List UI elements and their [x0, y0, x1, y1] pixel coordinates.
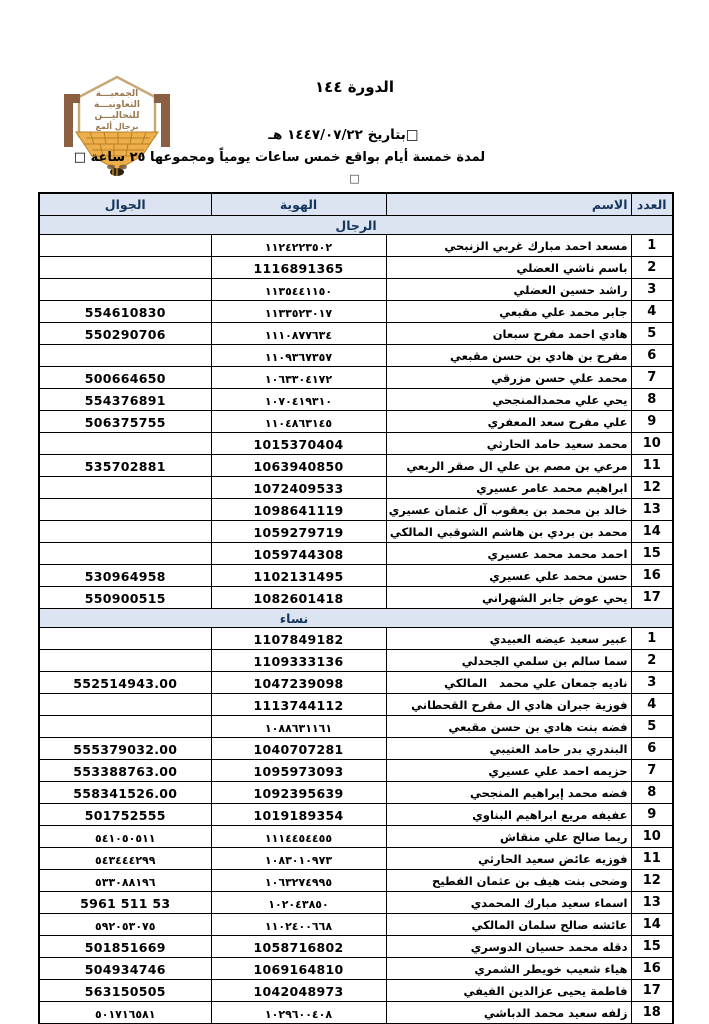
count-cell: 4	[631, 694, 673, 716]
western-numeral-value: 1047239098	[253, 676, 344, 691]
mobile-cell	[39, 738, 211, 760]
mobile-cell	[39, 892, 211, 914]
arabic-numeral-value: ١١٠٩٣٦٧٣٥٧	[264, 351, 333, 364]
name-cell: احمد محمد محمد عسيري	[386, 543, 631, 565]
id-cell	[211, 804, 386, 826]
id-cell	[211, 367, 386, 389]
name-cell: راشد حسين العضلي	[386, 279, 631, 301]
name-cell: باسم ناشي العضلي	[386, 257, 631, 279]
count-cell: 4	[631, 301, 673, 323]
id-cell	[211, 587, 386, 609]
western-numeral-value: 506375755	[84, 415, 166, 430]
name-cell: اسماء سعيد مبارك المحمدي	[386, 892, 631, 914]
arabic-numeral-value: ١١٣٣٥٢٣٠١٧	[264, 307, 333, 320]
mobile-cell	[39, 433, 211, 455]
western-numeral-value: 554376891	[84, 393, 166, 408]
session-date-line: □بتاريخ ١٤٤٧/٠٧/٢٢ هـ	[268, 127, 419, 143]
count-cell: 16	[631, 565, 673, 587]
table-row	[39, 389, 673, 411]
table-row	[39, 650, 673, 672]
mobile-cell	[39, 345, 211, 367]
missing-glyph-box: □	[349, 172, 360, 185]
mobile-cell	[39, 587, 211, 609]
western-numeral-value: 550900515	[84, 591, 166, 606]
arabic-numeral-value: ١١٢٤٢٢٣٥٠٢	[264, 241, 333, 254]
table-row	[39, 433, 673, 455]
count-cell: 9	[631, 411, 673, 433]
table-row	[39, 367, 673, 389]
table-row	[39, 477, 673, 499]
count-cell: 12	[631, 870, 673, 892]
svg-text:برجال ألمع: برجال ألمع	[95, 122, 139, 131]
table-row	[39, 587, 673, 609]
column-header-mobile: الجوال	[39, 193, 211, 216]
id-cell	[211, 738, 386, 760]
id-cell	[211, 936, 386, 958]
name-cell: ناديه جمعان علي محمد المالكي	[386, 672, 631, 694]
count-cell: 2	[631, 257, 673, 279]
id-cell	[211, 345, 386, 367]
name-cell: فوزية جبران هادي ال مقرح القحطاني	[386, 694, 631, 716]
arabic-numeral-value: ١٠٦٣٢٧٤٩٩٥	[264, 876, 333, 889]
count-cell: 15	[631, 936, 673, 958]
name-cell: عائشه صالح سلمان المالكي	[386, 914, 631, 936]
western-numeral-value: 555379032.00	[73, 742, 178, 757]
table-row	[39, 279, 673, 301]
id-cell	[211, 543, 386, 565]
western-numeral-value: 1102131495	[253, 569, 344, 584]
western-numeral-value: 1058716802	[253, 940, 344, 955]
id-cell	[211, 279, 386, 301]
count-cell: 1	[631, 235, 673, 257]
id-cell	[211, 411, 386, 433]
arabic-numeral-value: ١٠٨٨٦٣١١٦١	[264, 722, 333, 735]
western-numeral-value: 53 511 5961	[80, 896, 171, 911]
count-cell: 1	[631, 628, 673, 650]
arabic-numeral-value: ٥٩٢٠٥٣٠٧٥	[95, 920, 156, 933]
id-cell	[211, 782, 386, 804]
table-row	[39, 694, 673, 716]
count-cell: 7	[631, 760, 673, 782]
western-numeral-value: 504934746	[84, 962, 166, 977]
name-cell: فوزيه عائض سعيد الحارثي	[386, 848, 631, 870]
column-header-count: العدد	[631, 193, 673, 216]
name-cell: مفرح بن هادي بن حسن مقبعي	[386, 345, 631, 367]
svg-text:للنحاليـــن: للنحاليـــن	[94, 111, 140, 121]
name-cell: حسن محمد علي عسيري	[386, 565, 631, 587]
id-cell	[211, 521, 386, 543]
name-cell: سما سالم بن سلمي الجحدلي	[386, 650, 631, 672]
count-cell: 5	[631, 716, 673, 738]
table-row	[39, 914, 673, 936]
id-cell	[211, 716, 386, 738]
western-numeral-value: 553388763.00	[73, 764, 178, 779]
name-cell: عبير سعيد عيضه العبيدي	[386, 628, 631, 650]
name-cell: البندري بدر حامد العتيبي	[386, 738, 631, 760]
count-cell: 11	[631, 455, 673, 477]
arabic-numeral-value: ١٠٢٠٤٣٨٥٠	[268, 898, 329, 911]
table-row	[39, 848, 673, 870]
western-numeral-value: 1072409533	[253, 481, 344, 496]
table-row	[39, 716, 673, 738]
name-cell: فاطمة يحيى عزالدين الفيفي	[386, 980, 631, 1002]
name-cell: دقله محمد حسيان الدوسري	[386, 936, 631, 958]
mobile-cell	[39, 389, 211, 411]
count-cell: 18	[631, 1002, 673, 1024]
western-numeral-value: 1059744308	[253, 547, 344, 562]
table-row	[39, 521, 673, 543]
table-row	[39, 870, 673, 892]
id-cell	[211, 914, 386, 936]
id-cell	[211, 565, 386, 587]
mobile-cell	[39, 870, 211, 892]
name-cell: مسعد احمد مبارك غربي الزنبحي	[386, 235, 631, 257]
id-cell	[211, 760, 386, 782]
mobile-cell	[39, 455, 211, 477]
table-row	[39, 257, 673, 279]
id-cell	[211, 826, 386, 848]
mobile-cell	[39, 826, 211, 848]
id-cell	[211, 672, 386, 694]
count-cell: 8	[631, 389, 673, 411]
western-numeral-value: 501752555	[84, 808, 166, 823]
mobile-cell	[39, 694, 211, 716]
id-cell	[211, 694, 386, 716]
arabic-numeral-value: ١٠٢٩٦٠٠٤٠٨	[264, 1008, 333, 1021]
count-cell: 6	[631, 738, 673, 760]
count-cell: 10	[631, 433, 673, 455]
id-cell	[211, 477, 386, 499]
mobile-cell	[39, 301, 211, 323]
table-row	[39, 565, 673, 587]
western-numeral-value: 1107849182	[253, 632, 344, 647]
mobile-cell	[39, 672, 211, 694]
arabic-numeral-value: ١١١٠٨٧٧٦٣٤	[264, 329, 333, 342]
mobile-cell	[39, 257, 211, 279]
table-row	[39, 738, 673, 760]
name-cell: فضه بنت هادي بن حسن مقبعي	[386, 716, 631, 738]
mobile-cell	[39, 958, 211, 980]
table-row	[39, 499, 673, 521]
table-row	[39, 235, 673, 257]
name-cell: محمد سعيد حامد الحارثي	[386, 433, 631, 455]
mobile-cell	[39, 804, 211, 826]
name-cell: ابراهيم محمد عامر عسيري	[386, 477, 631, 499]
section-label: الرجال	[39, 216, 673, 235]
mobile-cell	[39, 279, 211, 301]
section-row-0	[39, 216, 673, 235]
count-cell: 14	[631, 914, 673, 936]
count-cell: 6	[631, 345, 673, 367]
id-cell	[211, 301, 386, 323]
western-numeral-value: 550290706	[84, 327, 166, 342]
name-cell: فضه محمد إبراهيم المنجحي	[386, 782, 631, 804]
arabic-numeral-value: ١٠٦٣٣٠٤١٧٢	[264, 373, 333, 386]
id-cell	[211, 870, 386, 892]
id-cell	[211, 650, 386, 672]
id-cell	[211, 235, 386, 257]
western-numeral-value: 500664650	[84, 371, 166, 386]
western-numeral-value: 501851669	[84, 940, 166, 955]
western-numeral-value: 1063940850	[253, 459, 344, 474]
western-numeral-value: 535702881	[84, 459, 166, 474]
id-cell	[211, 980, 386, 1002]
name-cell: يحي علي محمدالمنجحي	[386, 389, 631, 411]
arabic-numeral-value: ١٠٧٠٤١٩٣١٠	[264, 395, 333, 408]
table-row	[39, 628, 673, 650]
table-row	[39, 543, 673, 565]
mobile-cell	[39, 543, 211, 565]
arabic-numeral-value: ٥٣٣٠٨٨١٩٦	[95, 876, 156, 889]
arabic-numeral-value: ١١٠٤٨٦٣١٤٥	[264, 417, 333, 430]
mobile-cell	[39, 760, 211, 782]
name-cell: جابر محمد علي مقبعي	[386, 301, 631, 323]
mobile-cell	[39, 521, 211, 543]
id-cell	[211, 1002, 386, 1024]
western-numeral-value: 1015370404	[253, 437, 344, 452]
count-cell: 13	[631, 892, 673, 914]
mobile-cell	[39, 565, 211, 587]
name-cell: هياء شعيب خويطر الشمري	[386, 958, 631, 980]
id-cell	[211, 958, 386, 980]
western-numeral-value: 1113744112	[253, 698, 344, 713]
count-cell: 8	[631, 782, 673, 804]
western-numeral-value: 1019189354	[253, 808, 344, 823]
id-cell	[211, 848, 386, 870]
name-cell: عفيفه مريع ابراهيم البناوي	[386, 804, 631, 826]
table-row	[39, 345, 673, 367]
mobile-cell	[39, 367, 211, 389]
count-cell: 9	[631, 804, 673, 826]
mobile-cell	[39, 628, 211, 650]
count-cell: 10	[631, 826, 673, 848]
table-row	[39, 980, 673, 1002]
id-cell	[211, 628, 386, 650]
table-row	[39, 936, 673, 958]
western-numeral-value: 558341526.00	[73, 786, 178, 801]
section-row-1	[39, 609, 673, 628]
name-cell: يحي عوض جابر الشهراني	[386, 587, 631, 609]
mobile-cell	[39, 411, 211, 433]
western-numeral-value: 1040707281	[253, 742, 344, 757]
svg-text:التعاونيـــة: التعاونيـــة	[94, 100, 140, 110]
id-cell	[211, 455, 386, 477]
arabic-numeral-value: ١٠٨٣٠١٠٩٧٣	[264, 854, 333, 867]
attendance-table	[38, 192, 674, 1024]
table-row	[39, 892, 673, 914]
arabic-numeral-value: ١١٠٢٤٠٠٦٦٨	[264, 920, 333, 933]
arabic-numeral-value: ١١١٤٤٥٤٤٥٥	[264, 832, 333, 845]
count-cell: 13	[631, 499, 673, 521]
table-body	[39, 216, 673, 1024]
name-cell: خالد بن محمد بن يعقوب آل عثمان عسيري	[386, 499, 631, 521]
table-header	[39, 193, 673, 216]
column-header-id: الهوية	[211, 193, 386, 216]
table-row	[39, 782, 673, 804]
mobile-cell	[39, 936, 211, 958]
western-numeral-value: 1042048973	[253, 984, 344, 999]
name-cell: وضحى بنت هيف بن عثمان الفطيح	[386, 870, 631, 892]
id-cell	[211, 892, 386, 914]
western-numeral-value: 1082601418	[253, 591, 344, 606]
id-cell	[211, 323, 386, 345]
table-row	[39, 455, 673, 477]
id-cell	[211, 257, 386, 279]
table-row	[39, 301, 673, 323]
mobile-cell	[39, 716, 211, 738]
count-cell: 2	[631, 650, 673, 672]
name-cell: محمد بن بردي بن هاشم الشوقبي المالكي	[386, 521, 631, 543]
name-cell: زلفه سعيد محمد الدباشي	[386, 1002, 631, 1024]
western-numeral-value: 554610830	[84, 305, 166, 320]
name-cell: محمد علي حسن مزرقي	[386, 367, 631, 389]
count-cell: 14	[631, 521, 673, 543]
mobile-cell	[39, 499, 211, 521]
name-cell: مرعي بن مصم بن علي ال صقر الربعي	[386, 455, 631, 477]
arabic-numeral-value: ٥٤٣٤٤٤٢٩٩	[95, 854, 156, 867]
count-cell: 5	[631, 323, 673, 345]
mobile-cell	[39, 848, 211, 870]
count-cell: 17	[631, 587, 673, 609]
column-header-name: الاسم	[386, 193, 631, 216]
id-cell	[211, 433, 386, 455]
count-cell: 11	[631, 848, 673, 870]
table-row	[39, 672, 673, 694]
arabic-numeral-value: ٥٤١٠٥٠٥١١	[95, 832, 156, 845]
mobile-cell	[39, 914, 211, 936]
mobile-cell	[39, 650, 211, 672]
arabic-numeral-value: ٥٠١٧١٦٥٨١	[95, 1008, 156, 1021]
name-cell: هادي احمد مفرح سبعان	[386, 323, 631, 345]
table-row	[39, 958, 673, 980]
table-row	[39, 826, 673, 848]
name-cell: علي مفرح سعد المعفري	[386, 411, 631, 433]
western-numeral-value: 1092395639	[253, 786, 344, 801]
mobile-cell	[39, 235, 211, 257]
western-numeral-value: 1069164810	[253, 962, 344, 977]
western-numeral-value: 530964958	[84, 569, 166, 584]
table-row	[39, 323, 673, 345]
page-title: الدورة ١٤٤	[315, 78, 394, 96]
mobile-cell	[39, 1002, 211, 1024]
western-numeral-value: 1116891365	[253, 261, 344, 276]
arabic-numeral-value: ١١٣٥٤٤١١٥٠	[264, 285, 333, 298]
mobile-cell	[39, 782, 211, 804]
header-row	[39, 193, 673, 216]
count-cell: 15	[631, 543, 673, 565]
session-duration-line: لمدة خمسة أيام بواقع خمس ساعات يومياً ومجموعها ٢٥ ساعة □	[73, 150, 486, 165]
table-row	[39, 760, 673, 782]
mobile-cell	[39, 980, 211, 1002]
mobile-cell	[39, 323, 211, 345]
western-numeral-value: 1059279719	[253, 525, 344, 540]
count-cell: 7	[631, 367, 673, 389]
western-numeral-value: 1095973093	[253, 764, 344, 779]
western-numeral-value: 552514943.00	[73, 676, 178, 691]
western-numeral-value: 563150505	[84, 984, 166, 999]
count-cell: 3	[631, 672, 673, 694]
count-cell: 16	[631, 958, 673, 980]
western-numeral-value: 1098641119	[253, 503, 344, 518]
table-row	[39, 411, 673, 433]
table-row	[39, 804, 673, 826]
table-row	[39, 1002, 673, 1024]
count-cell: 3	[631, 279, 673, 301]
count-cell: 12	[631, 477, 673, 499]
name-cell: حزيمه احمد علي عسيري	[386, 760, 631, 782]
count-cell: 17	[631, 980, 673, 1002]
id-cell	[211, 389, 386, 411]
section-label: نساء	[39, 609, 673, 628]
svg-text:الجمعيـــة: الجمعيـــة	[95, 89, 139, 99]
mobile-cell	[39, 477, 211, 499]
western-numeral-value: 1109333136	[253, 654, 344, 669]
id-cell	[211, 499, 386, 521]
name-cell: ريما صالح علي منقاش	[386, 826, 631, 848]
